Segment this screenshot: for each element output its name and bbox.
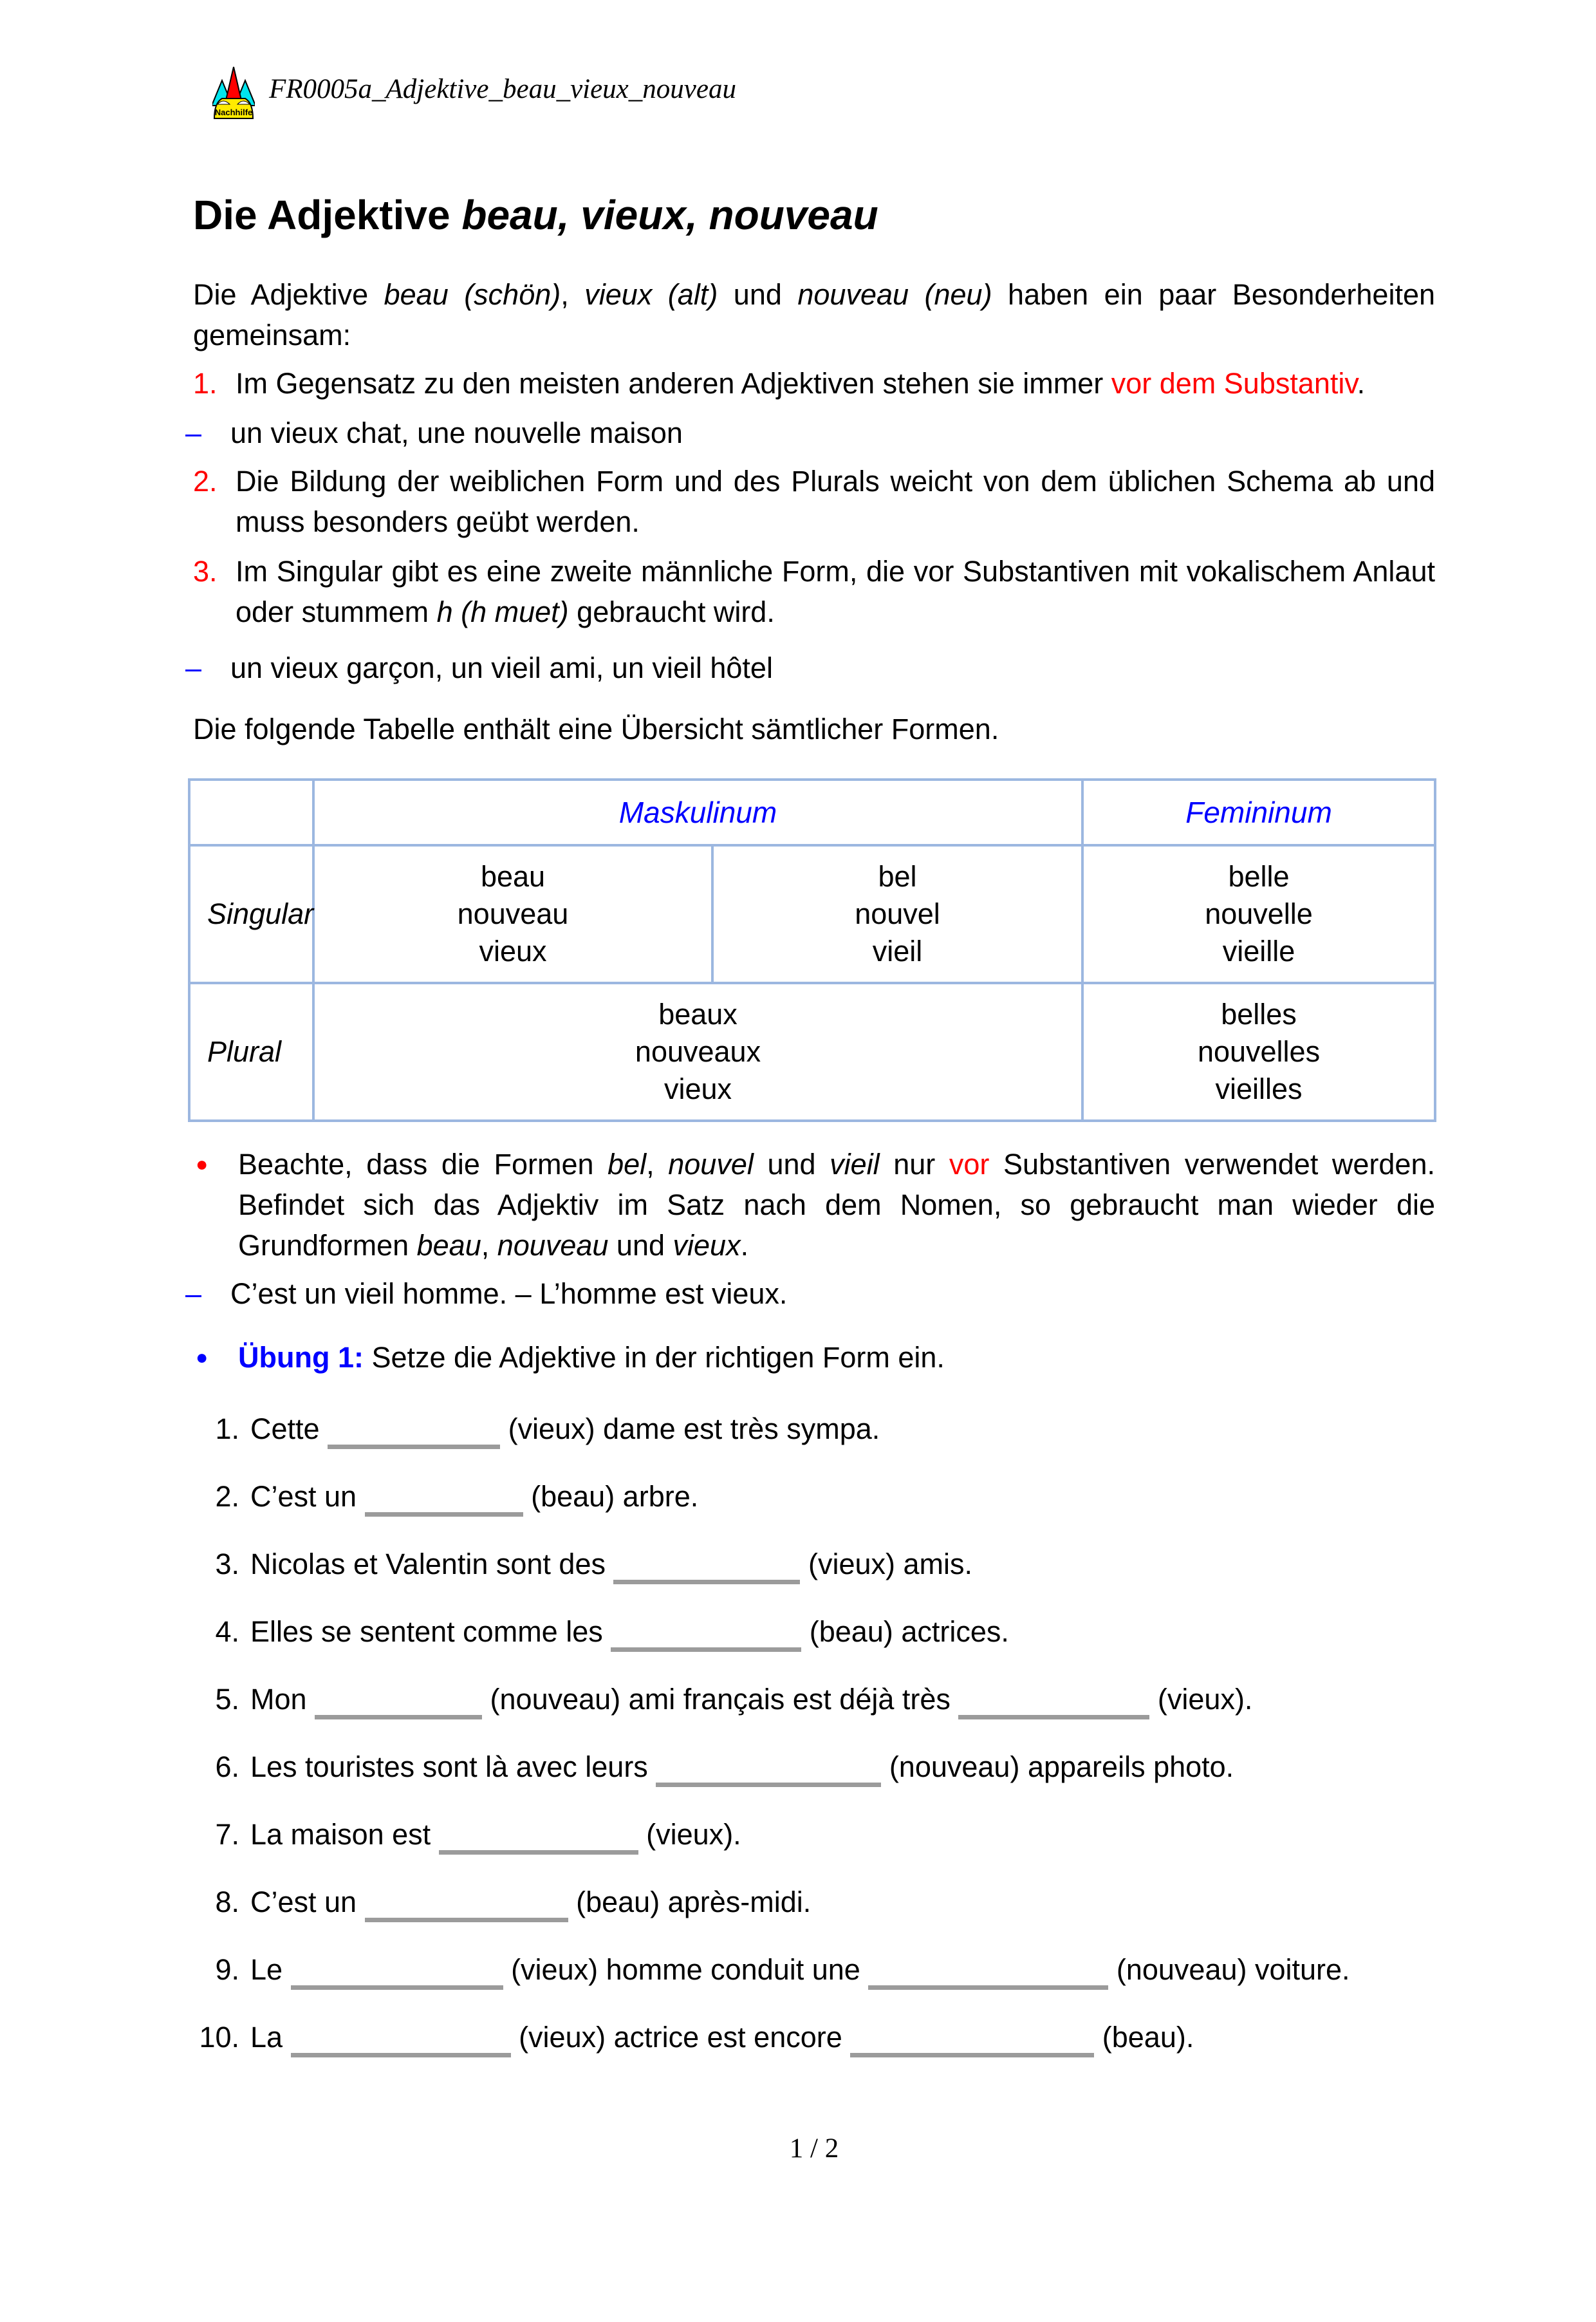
cell-feminine-singular: belle nouvelle vieille	[1082, 845, 1435, 983]
text-segment: nouveau (neu)	[797, 278, 992, 311]
table-header-masculine: Maskulinum	[313, 780, 1082, 845]
text-segment: Die Bildung der weiblichen Form und des Plurals weicht von dem üblichen Schema ab und muss besonders geübt werden.	[236, 465, 1435, 538]
table-row-plural	[189, 983, 1435, 1121]
item-number: 1.	[193, 367, 218, 400]
document-header	[212, 64, 1435, 120]
dash-bullet: –	[185, 1277, 202, 1310]
dash-bullet: –	[185, 417, 202, 449]
exercise-heading-text	[238, 1337, 1435, 1378]
text-segment: Setze die Adjektive in der richtigen Form ein.	[363, 1341, 945, 1374]
text-segment: Substantiven verwendet werden. Befindet sich das Adjektiv im Satz nach dem Nomen, so gebraucht man wieder die Grundformen	[238, 1148, 1435, 1262]
note-paragraph	[193, 1144, 1435, 1266]
exercise-number: 9.	[215, 1953, 239, 1986]
text-segment: (beau) arbre.	[523, 1480, 699, 1513]
blue-bullet-icon: ●	[196, 1345, 209, 1369]
example-line-2	[185, 648, 1435, 688]
answer-blank[interactable]	[315, 1683, 482, 1719]
text-segment: La maison est	[250, 1818, 439, 1851]
exercise-text	[250, 1814, 1435, 1855]
text-segment: Die Adjektive	[193, 278, 384, 311]
exercise-text	[250, 2017, 1435, 2057]
cell-masculine-base: beau nouveau vieux	[313, 845, 712, 983]
text-segment: und	[608, 1229, 673, 1262]
item-number: 3.	[193, 555, 218, 588]
red-bullet-icon: ●	[196, 1152, 209, 1175]
text-segment: (nouveau) voiture.	[1108, 1953, 1350, 1986]
numbered-item-1	[193, 363, 1435, 404]
exercise-text	[250, 1882, 1435, 1922]
exercise-number: 6.	[215, 1750, 239, 1783]
worksheet-page	[0, 64, 1596, 2322]
text-segment: h (h muet)	[436, 595, 569, 628]
exercise-list	[193, 1409, 1435, 2057]
text-segment: (beau).	[1094, 2021, 1194, 2054]
text-segment: un vieux garçon, un vieil ami, un vieil hôtel	[230, 651, 773, 684]
exercise-number: 2.	[215, 1480, 239, 1513]
row-label-plural: Plural	[189, 983, 313, 1121]
text-segment: Im Gegensatz zu den meisten anderen Adjektiven stehen sie immer	[236, 367, 1111, 400]
exercise-number: 5.	[215, 1683, 239, 1716]
page-number: 1 / 2	[789, 2133, 839, 2164]
example-text	[230, 1273, 787, 1314]
exercise-text	[250, 1746, 1435, 1787]
text-segment: ,	[646, 1148, 669, 1181]
text-segment: (vieux).	[1149, 1683, 1253, 1716]
text-segment: und	[718, 278, 798, 311]
document-filename: FR0005a_Adjektive_beau_vieux_nouveau	[269, 74, 736, 104]
text-segment: Les touristes sont là avec leurs	[250, 1750, 656, 1783]
text-segment: (nouveau) ami français est déjà très	[482, 1683, 959, 1716]
item-text	[236, 461, 1435, 542]
answer-blank[interactable]	[291, 1953, 503, 1990]
text-segment: beau	[416, 1229, 481, 1262]
text-segment: vieux (alt)	[584, 278, 718, 311]
exercise-number: 3.	[215, 1548, 239, 1580]
nachhilfe-logo	[212, 64, 255, 120]
text-segment: La	[250, 2021, 291, 2054]
exercise-item-3	[193, 1544, 1435, 1584]
mountain-center	[225, 67, 242, 103]
dash-bullet: –	[185, 651, 202, 684]
text-segment: vieil	[830, 1148, 880, 1181]
item-text	[236, 363, 1435, 404]
text-segment: (beau) actrices.	[801, 1615, 1009, 1648]
exercise-text	[250, 1949, 1435, 1990]
exercise-item-5	[193, 1679, 1435, 1719]
item-number: 2.	[193, 465, 218, 498]
intro-paragraph	[193, 274, 1435, 355]
cell-feminine-plural: belles nouvelles vieilles	[1082, 983, 1435, 1121]
text-segment: vor	[949, 1148, 990, 1181]
text-segment: beau (schön)	[384, 278, 561, 311]
text-segment: bel	[608, 1148, 647, 1181]
table-header-row	[189, 780, 1435, 845]
table-row-singular	[189, 845, 1435, 983]
text-segment: und	[753, 1148, 830, 1181]
page-title	[193, 192, 1435, 238]
item-text	[236, 551, 1435, 632]
numbered-item-3	[193, 551, 1435, 632]
table-intro: Die folgende Tabelle enthält eine Übersicht sämtlicher Formen.	[193, 713, 999, 745]
text-segment: vieux	[673, 1229, 741, 1262]
text-segment: ,	[481, 1229, 497, 1262]
exercise-number: 7.	[215, 1818, 239, 1851]
answer-blank[interactable]	[958, 1683, 1149, 1719]
table-corner-cell	[189, 780, 313, 845]
answer-blank[interactable]	[439, 1818, 638, 1855]
text-segment: nur	[879, 1148, 949, 1181]
row-label-singular: Singular	[189, 845, 313, 983]
exercise-item-4	[193, 1611, 1435, 1652]
text-segment: beau, vieux, nouveau	[461, 192, 878, 238]
text-segment: C’est un	[250, 1886, 365, 1918]
example-line-1	[185, 413, 1435, 453]
answer-blank[interactable]	[868, 1953, 1108, 1990]
exercise-item-9	[193, 1949, 1435, 1990]
example-text	[230, 413, 683, 453]
text-segment: Übung 1:	[238, 1341, 364, 1374]
exercise-item-7	[193, 1814, 1435, 1855]
exercise-number: 4.	[215, 1615, 239, 1648]
answer-blank[interactable]	[328, 1412, 500, 1449]
text-segment: Cette	[250, 1412, 328, 1445]
logo-text: Nachhilfe	[214, 108, 253, 117]
answer-blank[interactable]	[611, 1615, 801, 1652]
text-segment: (vieux).	[638, 1818, 741, 1851]
text-segment: gebraucht wird.	[568, 595, 775, 628]
text-segment: Im Singular gibt es eine zweite männliche Form, die vor Substantiven mit vokalischem Anlaut oder stummem	[236, 555, 1435, 628]
table-header-feminine: Femininum	[1082, 780, 1435, 845]
text-segment: C’est un	[250, 1480, 365, 1513]
exercise-heading	[193, 1337, 1435, 1378]
numbered-item-2	[193, 461, 1435, 542]
cell-masculine-prevocalic: bel nouvel vieil	[712, 845, 1082, 983]
exercise-text	[250, 1409, 1435, 1449]
exercise-item-2	[193, 1476, 1435, 1517]
text-segment: un vieux chat, une nouvelle maison	[230, 417, 683, 449]
answer-blank[interactable]	[656, 1750, 881, 1787]
exercise-item-1	[193, 1409, 1435, 1449]
text-segment: nouvel	[668, 1148, 754, 1181]
text-segment: Die Adjektive	[193, 192, 462, 238]
text-segment: (vieux) actrice est encore	[510, 2021, 851, 2054]
forms-table	[188, 778, 1436, 1122]
text-segment: (vieux) homme conduit une	[503, 1953, 869, 1986]
text-segment: Mon	[250, 1683, 315, 1716]
answer-blank[interactable]	[365, 1886, 568, 1922]
text-segment: Nicolas et Valentin sont des	[250, 1548, 614, 1580]
text-segment: vor dem Substantiv	[1111, 367, 1357, 400]
text-segment: (vieux) dame est très sympa.	[500, 1412, 880, 1445]
note-text	[238, 1144, 1435, 1266]
exercise-number: 8.	[215, 1886, 239, 1918]
text-segment: .	[1357, 367, 1366, 400]
text-segment: C’est un vieil homme. – L’homme est vieux.	[230, 1277, 788, 1310]
answer-blank[interactable]	[850, 2021, 1094, 2057]
exercise-item-10	[193, 2017, 1435, 2057]
example-text	[230, 648, 773, 688]
text-segment: (beau) après-midi.	[568, 1886, 812, 1918]
text-segment: Elles se sentent comme les	[250, 1615, 611, 1648]
exercise-number: 1.	[215, 1412, 239, 1445]
text-segment: (vieux) amis.	[800, 1548, 973, 1580]
answer-blank[interactable]	[291, 2021, 511, 2057]
exercise-number: 10.	[199, 2021, 239, 2054]
example-line-3	[185, 1273, 1435, 1314]
answer-blank[interactable]	[365, 1480, 523, 1517]
text-segment: nouveau	[497, 1229, 609, 1262]
text-segment: Beachte, dass die Formen	[238, 1148, 608, 1181]
exercise-item-8	[193, 1882, 1435, 1922]
exercise-text	[250, 1679, 1435, 1719]
answer-blank[interactable]	[613, 1548, 800, 1584]
exercise-text	[250, 1476, 1435, 1517]
text-segment: ,	[561, 278, 585, 311]
text-segment: (nouveau) appareils photo.	[881, 1750, 1234, 1783]
cell-masculine-plural: beaux nouveaux vieux	[313, 983, 1082, 1121]
exercise-item-6	[193, 1746, 1435, 1787]
exercise-text	[250, 1544, 1435, 1584]
text-segment: haben ein paar Besonderheiten gemeinsam:	[193, 278, 1436, 351]
text-segment: .	[740, 1229, 749, 1262]
exercise-text	[250, 1611, 1435, 1652]
text-segment: Le	[250, 1953, 291, 1986]
